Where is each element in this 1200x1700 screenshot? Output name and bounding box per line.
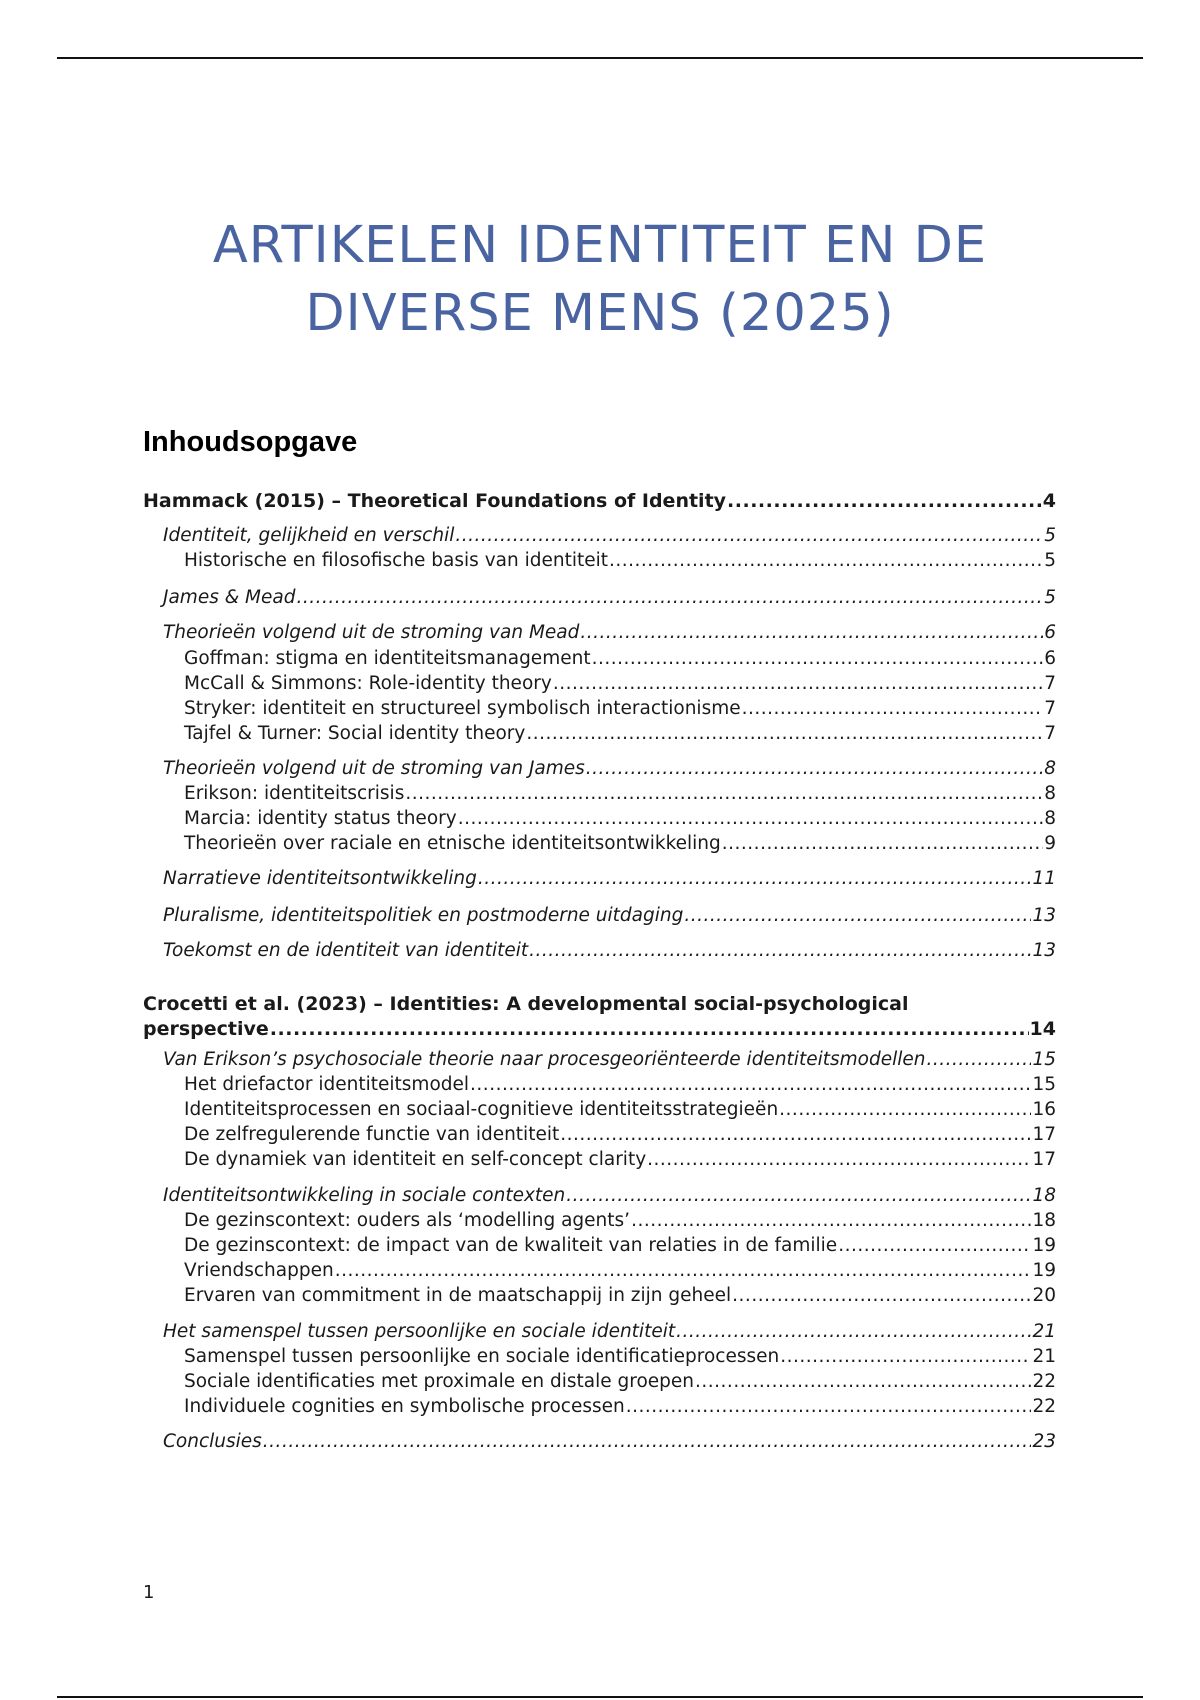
toc-entry[interactable]	[143, 758, 1056, 779]
toc-entry-page: 16	[1032, 1099, 1056, 1120]
dot-leader	[742, 698, 1044, 719]
toc-entry-page: 20	[1032, 1285, 1056, 1306]
toc-entry[interactable]	[143, 1049, 1056, 1070]
toc-entry-title: Marcia: identity status theory	[184, 808, 457, 829]
toc-entry-title: Individuele cognities en symbolische processen	[184, 1396, 625, 1417]
toc-entry-title: Sociale identificaties met proximale en distale groepen	[184, 1371, 695, 1392]
toc-entry-page: 22	[1032, 1371, 1056, 1392]
dot-leader	[779, 1099, 1031, 1120]
toc-entry-title: Het driefactor identiteitsmodel	[184, 1074, 470, 1095]
toc-entry-title: Tajfel & Turner: Social identity theory	[184, 723, 526, 744]
toc-entry[interactable]	[143, 905, 1056, 926]
toc-entry-page: 4	[1042, 490, 1056, 512]
toc-entry[interactable]	[143, 1371, 1056, 1392]
toc-entry-title: De dynamiek van identiteit en self-concept clarity	[184, 1149, 647, 1170]
toc-entry[interactable]	[143, 1210, 1056, 1231]
toc-entry[interactable]	[143, 490, 1056, 512]
toc-entry-page: 22	[1032, 1396, 1056, 1417]
dot-leader	[526, 723, 1043, 744]
toc-entry-title: Identiteit, gelijkheid en verschil	[163, 525, 455, 546]
dot-leader	[529, 940, 1031, 961]
toc-entry-title: Theorieën volgend uit de stroming van James	[163, 758, 585, 779]
toc-entry[interactable]	[143, 1431, 1056, 1452]
toc-entry[interactable]	[143, 833, 1056, 854]
dot-leader	[592, 648, 1044, 669]
dot-leader	[732, 1285, 1031, 1306]
toc-entry-title: De gezinscontext: de impact van de kwaliteit van relaties in de familie	[184, 1235, 838, 1256]
toc-entry[interactable]	[143, 1321, 1056, 1342]
dot-leader	[270, 1018, 1029, 1040]
toc-entry-title: Stryker: identiteit en structureel symbolisch interactionisme	[184, 698, 741, 719]
toc-entry-title: Pluralisme, identiteitspolitiek en postmoderne uitdaging	[163, 905, 684, 926]
toc-entry-title: Erikson: identiteitscrisis	[184, 783, 405, 804]
toc-entry-title: Theorieën volgend uit de stroming van Mead	[163, 622, 580, 643]
toc-entry-title: Historische en filosofische basis van identiteit	[184, 550, 608, 571]
dot-leader	[553, 673, 1043, 694]
toc-entry-page: 5	[1044, 587, 1056, 608]
toc-entry-page: 8	[1044, 783, 1056, 804]
toc-entry-page: 18	[1032, 1210, 1056, 1231]
toc-entry-title: Hammack (2015) – Theoretical Foundations of Identity	[143, 490, 727, 512]
toc-entry-title: Identiteitsontwikkeling in sociale contexten	[163, 1185, 566, 1206]
toc-entry-title: Van Erikson’s psychosociale theorie naar procesgeoriënteerde identiteitsmodellen	[163, 1049, 926, 1070]
dot-leader	[458, 808, 1044, 829]
toc-entry-title: perspective	[143, 1018, 269, 1040]
toc-entry-page: 21	[1032, 1321, 1056, 1342]
page-number: 1	[143, 1582, 155, 1603]
dot-leader	[478, 868, 1032, 889]
toc-entry-title-line: Crocetti et al. (2023) – Identities: A developmental social-psychological	[143, 993, 909, 1015]
dot-leader	[647, 1149, 1031, 1170]
dot-leader	[626, 1396, 1032, 1417]
toc-entry-title: Ervaren van commitment in de maatschappij in zijn geheel	[184, 1285, 732, 1306]
toc-entry[interactable]	[143, 1260, 1056, 1281]
toc-entry[interactable]	[143, 1396, 1056, 1417]
dot-leader	[560, 1124, 1031, 1145]
toc-entry-title: Theorieën over raciale en etnische identiteitsontwikkeling	[184, 833, 721, 854]
toc-entry-page: 7	[1044, 723, 1056, 744]
toc-entry[interactable]	[143, 1124, 1056, 1145]
dot-leader	[580, 622, 1043, 643]
document-title	[0, 212, 1200, 348]
toc-entry-page: 8	[1044, 808, 1056, 829]
toc-entry-page: 17	[1032, 1124, 1056, 1145]
dot-leader	[296, 587, 1043, 608]
toc-entry-page: 9	[1044, 833, 1056, 854]
toc-entry[interactable]	[143, 648, 1056, 669]
toc-entry-title: Vriendschappen	[184, 1260, 334, 1281]
toc-entry-page: 5	[1044, 550, 1056, 571]
toc-entry-page: 5	[1044, 525, 1056, 546]
dot-leader	[335, 1260, 1032, 1281]
toc-entry-page: 17	[1032, 1149, 1056, 1170]
toc-entry-page: 11	[1032, 868, 1056, 889]
toc-entry-page: 19	[1032, 1235, 1056, 1256]
dot-leader	[609, 550, 1043, 571]
toc-heading: Inhoudsopgave	[143, 426, 358, 458]
toc-entry[interactable]	[143, 1235, 1056, 1256]
toc-entry-page: 8	[1044, 758, 1056, 779]
dot-leader	[586, 758, 1043, 779]
toc-entry-title: Conclusies	[163, 1431, 262, 1452]
toc-entry[interactable]	[143, 1285, 1056, 1306]
toc-entry-page: 13	[1032, 905, 1056, 926]
toc-entry-page: 15	[1032, 1074, 1056, 1095]
toc-entry[interactable]	[143, 525, 1056, 546]
toc-entry-title: Goffman: stigma en identiteitsmanagement	[184, 648, 591, 669]
toc-entry[interactable]	[143, 587, 1056, 608]
toc-entry-page: 21	[1032, 1346, 1056, 1367]
toc-entry-title: Het samenspel tussen persoonlijke en sociale identiteit	[163, 1321, 676, 1342]
dot-leader	[676, 1321, 1031, 1342]
toc-entry-title: Identiteitsprocessen en sociaal-cognitieve identiteitsstrategieën	[184, 1099, 779, 1120]
toc-entry[interactable]	[143, 1346, 1056, 1367]
footer-rule	[57, 1696, 1143, 1698]
toc-entry[interactable]	[143, 698, 1056, 719]
dot-leader	[727, 490, 1042, 512]
toc-entry[interactable]	[143, 1074, 1056, 1095]
toc-entry[interactable]	[143, 673, 1056, 694]
toc-entry[interactable]	[143, 1099, 1056, 1120]
toc-entry[interactable]	[143, 622, 1056, 643]
header-rule	[57, 57, 1143, 59]
toc-entry[interactable]	[143, 1149, 1056, 1170]
toc-entry[interactable]	[143, 1185, 1056, 1206]
toc-entry-page: 6	[1044, 622, 1056, 643]
dot-leader	[405, 783, 1043, 804]
toc-entry-page: 13	[1032, 940, 1056, 961]
toc-entry-page: 7	[1044, 698, 1056, 719]
toc-entry-title: De zelfregulerende functie van identiteit	[184, 1124, 560, 1145]
dot-leader	[566, 1185, 1031, 1206]
dot-leader	[838, 1235, 1031, 1256]
toc-entry-title: De gezinscontext: ouders als ‘modelling agents’	[184, 1210, 631, 1231]
toc-entry-title: James & Mead	[163, 587, 296, 608]
toc-entry[interactable]	[143, 783, 1056, 804]
toc-entry-page: 7	[1044, 673, 1056, 694]
dot-leader	[684, 905, 1031, 926]
toc-entry-page: 18	[1032, 1185, 1056, 1206]
toc-entry-page: 15	[1032, 1049, 1056, 1070]
dot-leader	[470, 1074, 1031, 1095]
toc-entry[interactable]	[143, 868, 1056, 889]
toc-entry-title: Samenspel tussen persoonlijke en sociale identificatieprocessen	[184, 1346, 780, 1367]
toc-entry-page: 6	[1044, 648, 1056, 669]
toc-entry[interactable]	[143, 940, 1056, 961]
dot-leader	[263, 1431, 1032, 1452]
toc-entry-page: 19	[1032, 1260, 1056, 1281]
toc-entry-page: 23	[1032, 1431, 1056, 1452]
toc-entry[interactable]	[143, 723, 1056, 744]
toc-entry-title: Toekomst en de identiteit van identiteit	[163, 940, 529, 961]
dot-leader	[722, 833, 1043, 854]
title-line-2: DIVERSE MENS (2025)	[305, 284, 895, 343]
toc-entry-page: 14	[1029, 1018, 1056, 1040]
title-line-1: ARTIKELEN IDENTITEIT EN DE	[212, 216, 988, 275]
toc-entry[interactable]	[143, 550, 1056, 571]
toc-entry-title: Narratieve identiteitsontwikkeling	[163, 868, 477, 889]
dot-leader	[780, 1346, 1031, 1367]
dot-leader	[926, 1049, 1031, 1070]
toc-entry-title: McCall & Simmons: Role-identity theory	[184, 673, 552, 694]
toc-entry[interactable]	[143, 990, 1056, 1040]
dot-leader	[695, 1371, 1031, 1392]
dot-leader	[631, 1210, 1031, 1231]
toc-entry[interactable]	[143, 808, 1056, 829]
dot-leader	[455, 525, 1043, 546]
